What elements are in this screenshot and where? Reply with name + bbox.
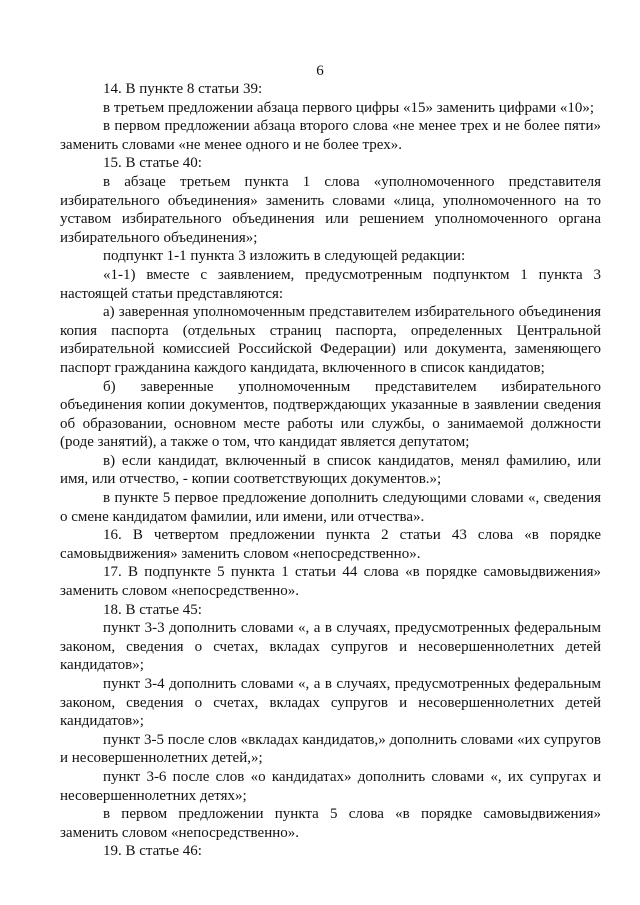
paragraph: 16. В четвертом предложении пункта 2 статьи 43 слова «в порядке самовыдвижения» заменить словом «непосредственно». (60, 527, 601, 562)
paragraph: пункт 3-4 дополнить словами «, а в случаях, предусмотренных федеральным законом, сведения о счетах, вкладах супругов и несовершеннолетних детей кандидатов»; (60, 676, 601, 730)
paragraph: в первом предложении абзаца второго слова «не менее трех и не более пяти» заменить словами «не менее одного и не более трех». (60, 118, 601, 153)
paragraph: подпункт 1-1 пункта 3 изложить в следующей редакции: (103, 248, 466, 265)
paragraph: в первом предложении пункта 5 слова «в порядке самовыдвижения» заменить словом «непосредственно». (60, 806, 601, 841)
paragraph: а) заверенная уполномоченным представителем избирательного объединения копия паспорта (отдельных страниц паспорта, определенных Центральной избирательной комиссией Российской Федерации) или документа, заменяющего паспорт гражданина каждого кандидата, включенного в список кандидатов; (60, 304, 601, 376)
paragraph: «1-1) вместе с заявлением, предусмотренным подпунктом 1 пункта 3 настоящей статьи представляются: (60, 266, 601, 302)
paragraph: в абзаце третьем пункта 1 слова «уполномоченного представителя избирательного объединения» заменить словами «лица, уполномоченного на то уставом избирательного объединения или решением уполномоченного органа избирательного объединения»; (60, 173, 601, 246)
paragraph: в третьем предложении абзаца первого цифры «15» заменить цифрами «10»; (103, 99, 595, 116)
paragraph: в пункте 5 первое предложение дополнить следующими словами «, сведения о смене кандидатом фамилии, или имени, или отчества». (60, 490, 601, 525)
paragraph: б) заверенные уполномоченным представителем избирательного объединения копии документов, подтверждающих указанные в заявлении сведения об образовании, основном месте работы или службы, о занимаемой должности (роде занятий), а также о том, что кандидат является депутатом; (60, 378, 601, 451)
paragraph: 17. В подпункте 5 пункта 1 статьи 44 слова «в порядке самовыдвижения» заменить словом «непосредственно». (60, 564, 601, 600)
paragraph: пункт 3-5 после слов «вкладах кандидатов,» дополнить словами «их супругов и несовершеннолетних детей,»; (60, 731, 601, 767)
page-number: 6 (316, 63, 324, 79)
paragraph: в) если кандидат, включенный в список кандидатов, менял фамилию, или имя, или отчество, - копии соответствующих документов.»; (60, 452, 601, 488)
paragraph: пункт 3-3 дополнить словами «, а в случаях, предусмотренных федеральным законом, сведения о счетах, вкладах супругов и несовершеннолетних детей кандидатов»; (60, 620, 601, 674)
paragraph: пункт 3-6 после слов «о кандидатах» дополнить словами «, их супругах и несовершеннолетних детях»; (60, 768, 601, 804)
paragraph: 19. В статье 46: (103, 843, 202, 860)
paragraph: 15. В статье 40: (103, 155, 202, 172)
paragraph: 14. В пункте 8 статьи 39: (103, 81, 263, 97)
paragraph: 18. В статье 45: (103, 601, 202, 618)
document-body (60, 80, 601, 861)
